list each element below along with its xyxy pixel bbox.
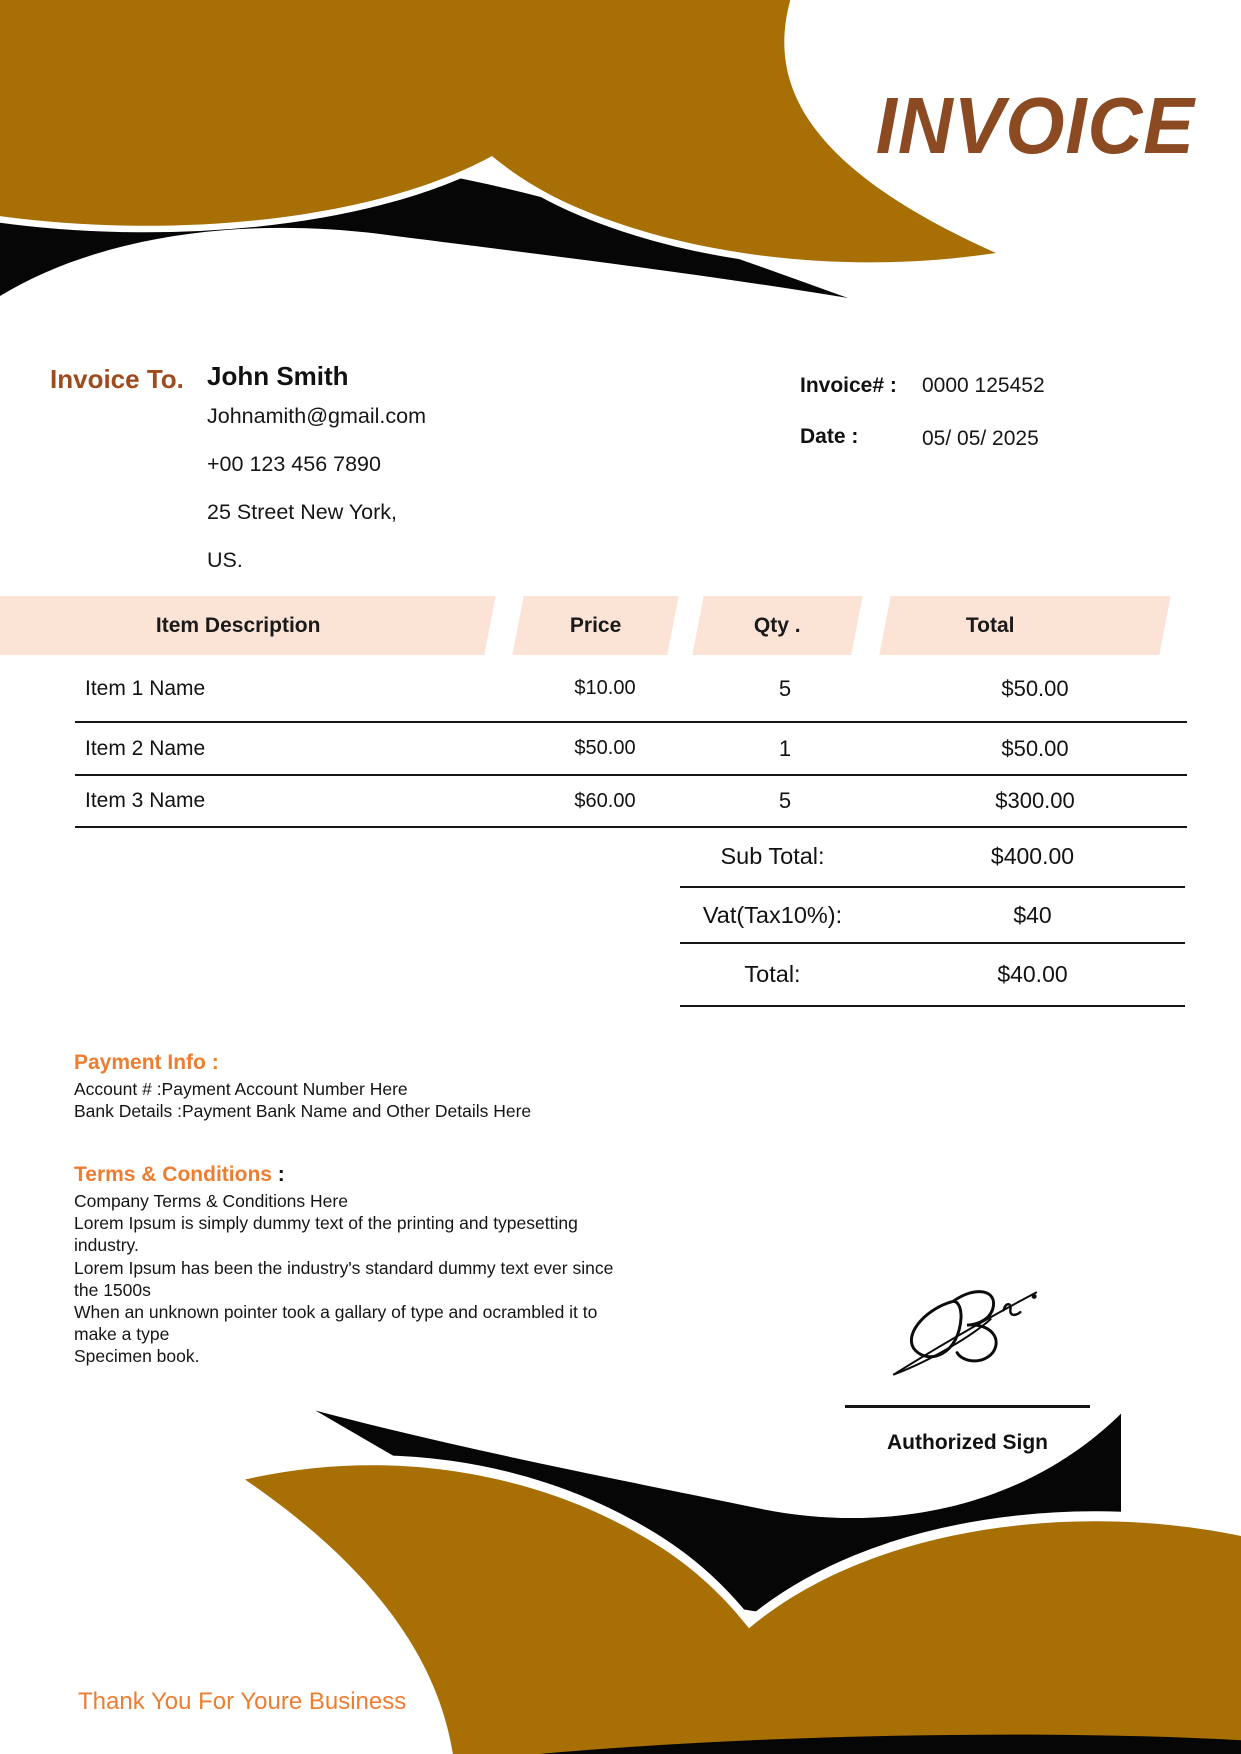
customer-details xyxy=(207,360,426,584)
item-description: Item 3 Name xyxy=(85,789,206,812)
customer-email: Johnamith@gmail.com xyxy=(207,404,426,428)
item-price: $50.00 xyxy=(574,737,636,759)
subtotal-row xyxy=(0,827,1241,886)
invoice-number-value: 0000 125452 xyxy=(922,374,1045,397)
payment-info-heading: Payment Info : xyxy=(74,1051,219,1074)
terms-section xyxy=(74,1160,634,1368)
item-price: $60.00 xyxy=(574,789,636,812)
terms-heading-colon: : xyxy=(271,1163,285,1186)
table-header-qty: Qty . xyxy=(692,596,862,655)
table-row xyxy=(0,655,1241,722)
customer-name: John Smith xyxy=(207,361,349,391)
invoice-number-label: Invoice# : xyxy=(800,374,897,397)
terms-line: Lorem Ipsum is simply dummy text of the printing and typesetting industry. xyxy=(74,1213,578,1256)
total-value: $40.00 xyxy=(997,961,1068,987)
table-header-total: Total xyxy=(879,596,1170,655)
payment-account-line: Account # :Payment Account Number Here xyxy=(74,1079,408,1099)
total-row xyxy=(0,944,1241,1005)
invoice-date-label: Date : xyxy=(800,425,859,448)
vat-value: $40 xyxy=(1013,901,1052,928)
item-price: $10.00 xyxy=(574,677,636,699)
total-label: Total: xyxy=(744,961,801,987)
item-total: $50.00 xyxy=(1001,735,1069,761)
item-qty: 1 xyxy=(778,735,792,761)
terms-line: Company Terms & Conditions Here xyxy=(74,1191,348,1211)
customer-address-line2: US. xyxy=(207,548,243,572)
signature-scribble xyxy=(888,1278,1046,1380)
table-header-price: Price xyxy=(512,596,678,655)
summary-divider xyxy=(680,1005,1185,1007)
table-header-item-description: Item Description xyxy=(0,596,496,655)
terms-heading-text: Terms & Conditions xyxy=(74,1163,272,1186)
item-description: Item 2 Name xyxy=(85,736,206,760)
thank-you-text: Thank You For Youre Business xyxy=(78,1688,407,1715)
item-total: $300.00 xyxy=(995,788,1075,813)
payment-bank-line: Bank Details :Payment Bank Name and Other Details Here xyxy=(74,1101,532,1121)
terms-line: Lorem Ipsum has been the industry's standard dummy text ever since the 1500s xyxy=(74,1257,614,1300)
invoice-to-label: Invoice To. xyxy=(50,364,184,394)
item-description: Item 1 Name xyxy=(85,676,206,700)
customer-phone: +00 123 456 7890 xyxy=(207,452,381,476)
item-qty: 5 xyxy=(778,788,792,813)
payment-info-section xyxy=(74,1048,531,1122)
customer-address-line1: 25 Street New York, xyxy=(207,500,398,524)
item-qty: 5 xyxy=(778,675,792,701)
subtotal-value: $400.00 xyxy=(990,843,1075,869)
terms-line: Specimen book. xyxy=(74,1346,200,1367)
table-row xyxy=(0,775,1241,827)
invoice-title: INVOICE xyxy=(875,81,1195,170)
terms-line: When an unknown pointer took a gallary of type and ocrambled it to make a type xyxy=(74,1302,598,1345)
table-header-band xyxy=(0,596,1241,655)
subtotal-label: Sub Total: xyxy=(720,843,825,869)
invoice-date-value: 05/ 05/ 2025 xyxy=(922,427,1039,450)
signature-line xyxy=(845,1405,1090,1408)
terms-heading xyxy=(74,1160,634,1190)
vat-label: Vat(Tax10%): xyxy=(702,901,843,928)
item-total: $50.00 xyxy=(1001,675,1069,701)
table-row xyxy=(0,722,1241,775)
authorized-sign-label: Authorized Sign xyxy=(887,1431,1048,1454)
vat-row xyxy=(0,888,1241,942)
